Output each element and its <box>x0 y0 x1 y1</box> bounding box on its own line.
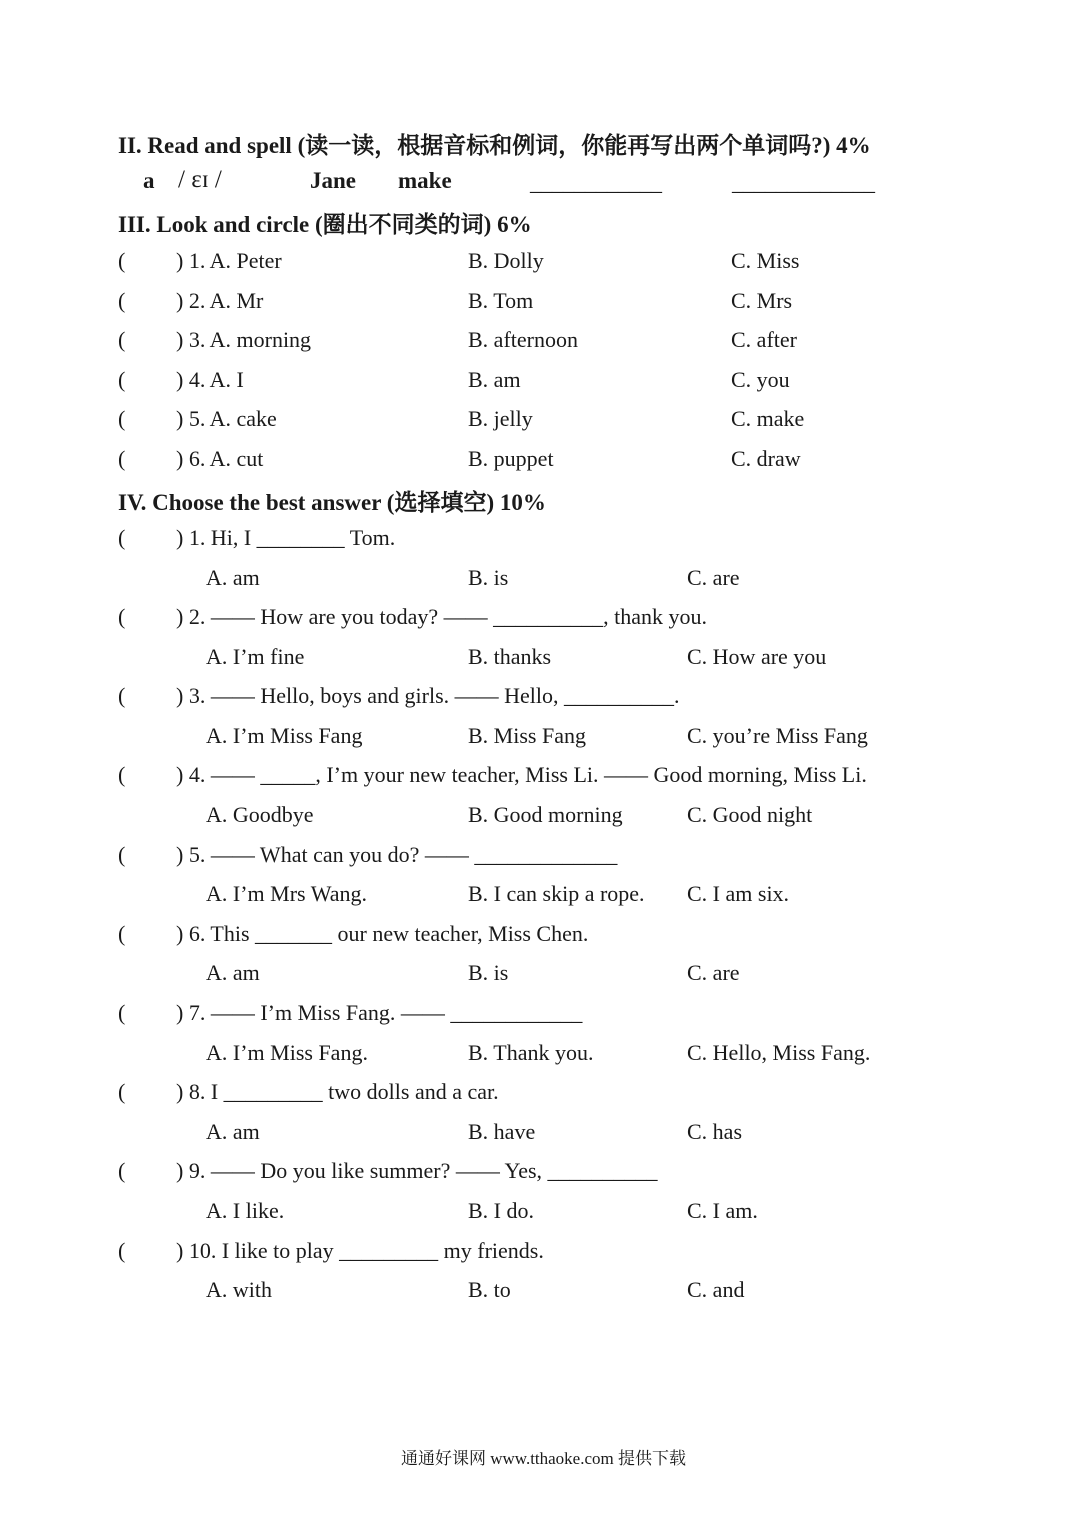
answer-paren: ( <box>118 288 126 313</box>
answer-paren: ( <box>118 921 126 946</box>
option-c: C. Good night <box>687 802 813 827</box>
spell-example-word-2: make <box>398 168 452 193</box>
question-text: ) 6. This _______ our new teacher, Miss Chen. <box>176 921 589 946</box>
option-c: C. I am. <box>687 1198 758 1223</box>
option-b: B. Tom <box>468 288 534 313</box>
option-c: C. and <box>687 1277 745 1302</box>
answer-paren: ( <box>118 604 126 629</box>
question-text: ) 10. I like to play _________ my friends. <box>176 1238 544 1263</box>
option-b: B. to <box>468 1277 511 1302</box>
option-c: C. Miss <box>731 248 800 273</box>
option-c: C. after <box>731 327 797 352</box>
spell-example-word-1: Jane <box>310 168 356 193</box>
option-b: B. have <box>468 1119 536 1144</box>
option-a: A. I’m Miss Fang <box>206 723 363 748</box>
option-a: A. am <box>206 565 260 590</box>
answer-paren: ( <box>118 525 126 550</box>
option-b: B. I do. <box>468 1198 534 1223</box>
answer-paren: ( <box>118 1079 126 1104</box>
option-b: B. afternoon <box>468 327 578 352</box>
option-c: C. I am six. <box>687 881 790 906</box>
section-3-heading: III. Look and circle (圈出不同类的词) 6% <box>118 212 532 237</box>
page-footer: 通通好课网 www.tthaoke.com 提供下载 <box>400 1449 687 1468</box>
question-text: ) 1. Hi, I ________ Tom. <box>176 525 396 550</box>
option-c: C. you <box>731 367 790 392</box>
option-b: B. Thank you. <box>468 1040 594 1065</box>
option-c: C. has <box>687 1119 742 1144</box>
option-b: B. thanks <box>468 644 552 669</box>
question-text: ) 5. —— What can you do? —— _____________ <box>176 842 618 867</box>
option-c: C. are <box>687 565 740 590</box>
option-c: C. make <box>731 406 805 431</box>
answer-paren: ( <box>118 248 126 273</box>
option-b: B. is <box>468 565 509 590</box>
answer-paren: ( <box>118 446 126 471</box>
question-option-a: ) 4. A. I <box>176 367 244 392</box>
option-a: A. I’m Mrs Wang. <box>206 881 367 906</box>
option-a: A. I’m Miss Fang. <box>206 1040 368 1065</box>
question-option-a: ) 1. A. Peter <box>176 248 282 273</box>
answer-paren: ( <box>118 327 126 352</box>
question-text: ) 8. I _________ two dolls and a car. <box>176 1079 499 1104</box>
answer-paren: ( <box>118 367 126 392</box>
question-option-a: ) 3. A. morning <box>176 327 312 352</box>
option-a: A. Goodbye <box>206 802 314 827</box>
answer-paren: ( <box>118 842 126 867</box>
option-b: B. Good morning <box>468 802 623 827</box>
question-text: ) 9. —— Do you like summer? —— Yes, __________ <box>176 1158 658 1183</box>
answer-paren: ( <box>118 1238 126 1263</box>
option-a: A. I’m fine <box>206 644 305 669</box>
spell-phonetic: / ɛɪ / <box>178 166 222 193</box>
spell-answer-blank-2: _____________ <box>732 170 875 195</box>
question-text: ) 4. —— _____, I’m your new teacher, Miss Li. —— Good morning, Miss Li. <box>176 762 867 787</box>
answer-paren: ( <box>118 683 126 708</box>
question-option-a: ) 5. A. cake <box>176 406 277 431</box>
question-option-a: ) 6. A. cut <box>176 446 264 471</box>
option-b: B. Miss Fang <box>468 723 586 748</box>
section-4-heading: IV. Choose the best answer (选择填空) 10% <box>118 490 546 515</box>
option-c: C. are <box>687 960 740 985</box>
option-b: B. is <box>468 960 509 985</box>
question-text: ) 2. —— How are you today? —— __________, thank you. <box>176 604 707 629</box>
option-b: B. Dolly <box>468 248 544 273</box>
option-c: C. draw <box>731 446 801 471</box>
option-b: B. am <box>468 367 521 392</box>
answer-paren: ( <box>118 1158 126 1183</box>
option-c: C. you’re Miss Fang <box>687 723 868 748</box>
option-a: A. with <box>206 1277 272 1302</box>
option-b: B. I can skip a rope. <box>468 881 645 906</box>
option-a: A. am <box>206 1119 260 1144</box>
answer-paren: ( <box>118 406 126 431</box>
option-c: C. Mrs <box>731 288 793 313</box>
answer-paren: ( <box>118 762 126 787</box>
option-c: C. How are you <box>687 644 827 669</box>
spell-letter: a <box>143 168 155 193</box>
answer-paren: ( <box>118 1000 126 1025</box>
question-option-a: ) 2. A. Mr <box>176 288 264 313</box>
option-c: C. Hello, Miss Fang. <box>687 1040 871 1065</box>
option-a: A. am <box>206 960 260 985</box>
option-a: A. I like. <box>206 1198 285 1223</box>
option-b: B. jelly <box>468 406 533 431</box>
section-2-heading: II. Read and spell (读一读，根据音标和例词，你能再写出两个单词吗?) 4% <box>118 133 871 158</box>
spell-answer-blank-1: ____________ <box>530 170 662 195</box>
question-text: ) 7. —— I’m Miss Fang. —— ____________ <box>176 1000 583 1025</box>
question-text: ) 3. —— Hello, boys and girls. —— Hello, __________. <box>176 683 680 708</box>
option-b: B. puppet <box>468 446 554 471</box>
